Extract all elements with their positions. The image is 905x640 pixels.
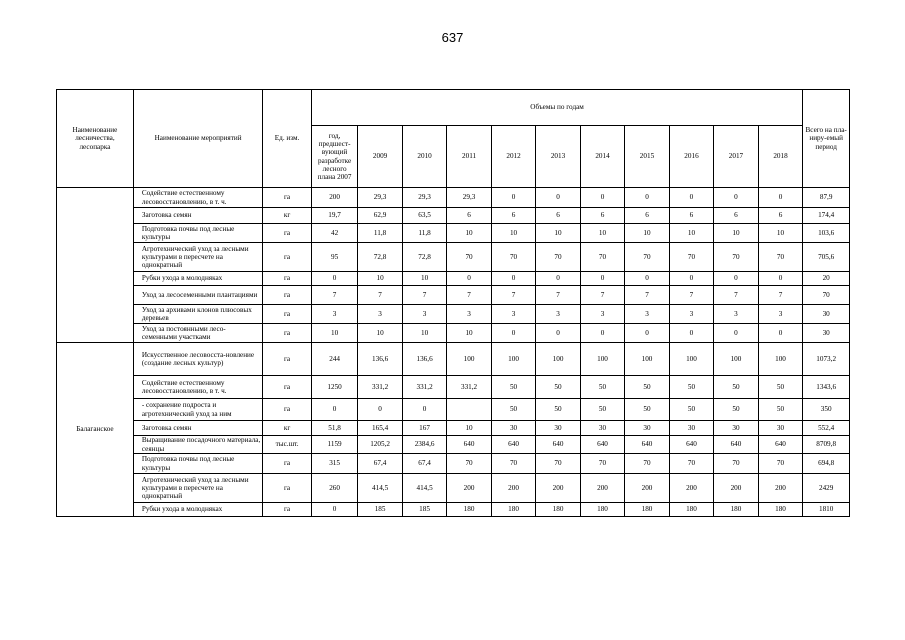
value-cell: 640 [669, 436, 713, 454]
value-cell: 331,2 [402, 376, 446, 399]
value-cell: 165,4 [358, 421, 402, 436]
value-cell: 200 [536, 474, 580, 503]
value-cell: 3 [536, 305, 580, 324]
unit-cell: га [263, 343, 312, 376]
value-cell: 6 [580, 208, 624, 224]
value-cell: 0 [625, 272, 669, 286]
activity-cell: Искусственное лесовосста-новление (создание лесных культур) [133, 343, 262, 376]
activity-header: Наименование мероприятий [133, 90, 262, 188]
unit-cell: кг [263, 208, 312, 224]
value-cell: 3 [625, 305, 669, 324]
value-cell: 200 [625, 474, 669, 503]
value-cell: 30 [669, 421, 713, 436]
table-row [57, 208, 850, 224]
table-row [57, 305, 850, 324]
value-cell: 50 [714, 376, 758, 399]
value-cell: 70 [491, 454, 535, 474]
value-cell: 70 [714, 243, 758, 272]
value-cell: 50 [580, 376, 624, 399]
value-cell: 0 [402, 399, 446, 421]
value-cell: 100 [536, 343, 580, 376]
value-cell: 19,7 [311, 208, 358, 224]
value-cell: 3 [580, 305, 624, 324]
unit-cell: тыс.шт. [263, 436, 312, 454]
value-cell: 29,3 [447, 188, 491, 208]
value-cell: 50 [669, 376, 713, 399]
value-cell: 3 [758, 305, 803, 324]
value-cell: 70 [491, 243, 535, 272]
value-cell: 30 [491, 421, 535, 436]
value-cell: 6 [625, 208, 669, 224]
value-cell: 50 [714, 399, 758, 421]
table-row [57, 399, 850, 421]
activity-cell: Подготовка почвы под лесные культуры [133, 224, 262, 243]
value-cell: 0 [758, 324, 803, 343]
value-cell: 29,3 [358, 188, 402, 208]
value-cell: 50 [758, 399, 803, 421]
activity-cell: Уход за лесосеменными плантациями [133, 286, 262, 305]
table-row [57, 243, 850, 272]
value-cell: 10 [358, 324, 402, 343]
forestry-cell: Балаганское [57, 343, 134, 517]
value-cell: 180 [714, 503, 758, 517]
volumes-header: Объемы по годам [311, 90, 802, 126]
total-header: Всего на пла-ниру-емый период [803, 90, 850, 188]
value-cell: 10 [311, 324, 358, 343]
activity-cell: Уход за постоянными лесо-семенными участками [133, 324, 262, 343]
year-header: 2015 [625, 126, 669, 188]
value-cell: 0 [758, 188, 803, 208]
value-cell: 0 [447, 272, 491, 286]
unit-cell: га [263, 272, 312, 286]
value-cell: 70 [625, 454, 669, 474]
value-cell: 180 [625, 503, 669, 517]
total-cell: 1073,2 [803, 343, 850, 376]
unit-cell: га [263, 399, 312, 421]
value-cell: 0 [536, 188, 580, 208]
value-cell: 10 [447, 224, 491, 243]
value-cell: 180 [491, 503, 535, 517]
value-cell: 3 [669, 305, 713, 324]
year-header: 2014 [580, 126, 624, 188]
value-cell [447, 399, 491, 421]
total-cell: 30 [803, 305, 850, 324]
value-cell: 180 [758, 503, 803, 517]
value-cell: 331,2 [447, 376, 491, 399]
value-cell: 3 [311, 305, 358, 324]
unit-cell: га [263, 224, 312, 243]
value-cell: 180 [536, 503, 580, 517]
value-cell: 62,9 [358, 208, 402, 224]
total-cell: 694,8 [803, 454, 850, 474]
activity-cell: Заготовка семян [133, 208, 262, 224]
table-row [57, 188, 850, 208]
value-cell: 70 [580, 454, 624, 474]
total-cell: 705,6 [803, 243, 850, 272]
activity-cell: Рубки ухода в молодняках [133, 503, 262, 517]
value-cell: 70 [447, 454, 491, 474]
header-row-top [57, 90, 850, 126]
value-cell: 7 [536, 286, 580, 305]
value-cell: 315 [311, 454, 358, 474]
total-cell: 552,4 [803, 421, 850, 436]
value-cell: 180 [447, 503, 491, 517]
value-cell: 0 [536, 272, 580, 286]
value-cell: 0 [491, 188, 535, 208]
value-cell: 7 [669, 286, 713, 305]
value-cell: 2384,6 [402, 436, 446, 454]
value-cell: 100 [491, 343, 535, 376]
value-cell: 185 [402, 503, 446, 517]
value-cell: 70 [714, 454, 758, 474]
value-cell: 70 [758, 454, 803, 474]
value-cell: 0 [491, 324, 535, 343]
table-row [57, 474, 850, 503]
year-header: 2010 [402, 126, 446, 188]
activity-cell: Содействие естественному лесовосстановлению, в т. ч. [133, 376, 262, 399]
year-header: 2013 [536, 126, 580, 188]
total-cell: 8709,8 [803, 436, 850, 454]
value-cell: 7 [311, 286, 358, 305]
value-cell: 50 [580, 399, 624, 421]
value-cell: 640 [758, 436, 803, 454]
value-cell: 50 [491, 399, 535, 421]
activity-cell: Рубки ухода в молодняках [133, 272, 262, 286]
total-cell: 20 [803, 272, 850, 286]
value-cell: 200 [447, 474, 491, 503]
value-cell: 7 [358, 286, 402, 305]
value-cell: 63,5 [402, 208, 446, 224]
unit-cell: га [263, 188, 312, 208]
page-number: 637 [441, 30, 464, 45]
year-header: 2011 [447, 126, 491, 188]
total-cell: 103,6 [803, 224, 850, 243]
value-cell: 640 [580, 436, 624, 454]
value-cell: 136,6 [402, 343, 446, 376]
value-cell: 70 [536, 243, 580, 272]
value-cell: 0 [358, 399, 402, 421]
value-cell: 260 [311, 474, 358, 503]
value-cell: 10 [402, 324, 446, 343]
value-cell: 30 [536, 421, 580, 436]
value-cell: 0 [625, 188, 669, 208]
value-cell: 10 [625, 224, 669, 243]
value-cell: 0 [758, 272, 803, 286]
value-cell: 11,8 [358, 224, 402, 243]
value-cell: 0 [714, 272, 758, 286]
unit-cell: га [263, 376, 312, 399]
activity-cell: Заготовка семян [133, 421, 262, 436]
total-cell: 87,9 [803, 188, 850, 208]
value-cell: 70 [669, 243, 713, 272]
table-header [57, 90, 850, 188]
value-cell: 0 [669, 188, 713, 208]
unit-cell: га [263, 243, 312, 272]
activity-cell: Подготовка почвы под лесные культуры [133, 454, 262, 474]
value-cell: 0 [580, 272, 624, 286]
year-header: 2009 [358, 126, 402, 188]
total-cell: 1343,6 [803, 376, 850, 399]
value-cell: 10 [447, 324, 491, 343]
unit-cell: кг [263, 421, 312, 436]
value-cell: 100 [669, 343, 713, 376]
value-cell: 3 [491, 305, 535, 324]
value-cell: 200 [758, 474, 803, 503]
total-cell: 350 [803, 399, 850, 421]
value-cell: 70 [580, 243, 624, 272]
year-header: 2012 [491, 126, 535, 188]
activity-cell: - сохранение подроста и агротехнический уход за ним [133, 399, 262, 421]
value-cell: 1159 [311, 436, 358, 454]
value-cell: 50 [758, 376, 803, 399]
value-cell: 11,8 [402, 224, 446, 243]
activity-cell: Уход за архивами клонов плюсовых деревьев [133, 305, 262, 324]
table-row [57, 324, 850, 343]
value-cell: 7 [491, 286, 535, 305]
unit-cell: га [263, 324, 312, 343]
value-cell: 414,5 [402, 474, 446, 503]
value-cell: 0 [311, 399, 358, 421]
total-cell: 174,4 [803, 208, 850, 224]
table-row [57, 343, 850, 376]
unit-header: Ед. изм. [263, 90, 312, 188]
value-cell: 200 [714, 474, 758, 503]
value-cell: 1250 [311, 376, 358, 399]
value-cell: 6 [714, 208, 758, 224]
value-cell: 200 [580, 474, 624, 503]
value-cell: 6 [669, 208, 713, 224]
value-cell: 10 [536, 224, 580, 243]
value-cell: 30 [625, 421, 669, 436]
value-cell: 1205,2 [358, 436, 402, 454]
value-cell: 7 [714, 286, 758, 305]
value-cell: 414,5 [358, 474, 402, 503]
total-cell: 30 [803, 324, 850, 343]
value-cell: 95 [311, 243, 358, 272]
value-cell: 67,4 [402, 454, 446, 474]
value-cell: 10 [447, 421, 491, 436]
table-row [57, 272, 850, 286]
value-cell: 50 [536, 399, 580, 421]
prev-year-header: год, предшест-вующий разработке лесного плана 2007 [311, 126, 358, 188]
value-cell: 6 [536, 208, 580, 224]
year-header: 2016 [669, 126, 713, 188]
value-cell: 3 [714, 305, 758, 324]
total-cell: 1810 [803, 503, 850, 517]
value-cell: 0 [311, 503, 358, 517]
value-cell: 50 [669, 399, 713, 421]
value-cell: 72,8 [358, 243, 402, 272]
value-cell: 331,2 [358, 376, 402, 399]
value-cell: 10 [669, 224, 713, 243]
unit-cell: га [263, 454, 312, 474]
value-cell: 100 [714, 343, 758, 376]
forestry-activities-table [56, 89, 850, 517]
value-cell: 0 [714, 188, 758, 208]
value-cell: 0 [669, 324, 713, 343]
value-cell: 10 [358, 272, 402, 286]
table-row [57, 224, 850, 243]
table-row [57, 503, 850, 517]
table-row [57, 454, 850, 474]
value-cell: 167 [402, 421, 446, 436]
value-cell: 0 [580, 324, 624, 343]
value-cell: 200 [669, 474, 713, 503]
value-cell: 0 [536, 324, 580, 343]
value-cell: 72,8 [402, 243, 446, 272]
forestry-header: Наименование лесничества, лесопарка [57, 90, 134, 188]
value-cell: 7 [625, 286, 669, 305]
value-cell: 180 [669, 503, 713, 517]
unit-cell: га [263, 474, 312, 503]
value-cell: 30 [758, 421, 803, 436]
value-cell: 50 [491, 376, 535, 399]
value-cell: 6 [758, 208, 803, 224]
value-cell: 200 [491, 474, 535, 503]
activity-cell: Содействие естественному лесовосстановлению, в т. ч. [133, 188, 262, 208]
value-cell: 7 [402, 286, 446, 305]
value-cell: 244 [311, 343, 358, 376]
value-cell: 50 [625, 376, 669, 399]
value-cell: 7 [758, 286, 803, 305]
value-cell: 3 [358, 305, 402, 324]
value-cell: 3 [402, 305, 446, 324]
value-cell: 640 [625, 436, 669, 454]
value-cell: 100 [447, 343, 491, 376]
value-cell: 640 [491, 436, 535, 454]
year-header: 2017 [714, 126, 758, 188]
value-cell: 67,4 [358, 454, 402, 474]
value-cell: 10 [580, 224, 624, 243]
value-cell: 7 [580, 286, 624, 305]
value-cell: 6 [491, 208, 535, 224]
value-cell: 50 [625, 399, 669, 421]
table-body [57, 188, 850, 517]
activity-cell: Выращивание посадочного материала, сеянцы [133, 436, 262, 454]
value-cell: 100 [625, 343, 669, 376]
table-row [57, 376, 850, 399]
forestry-cell [57, 188, 134, 343]
value-cell: 70 [625, 243, 669, 272]
total-cell: 70 [803, 286, 850, 305]
value-cell: 70 [536, 454, 580, 474]
value-cell: 0 [714, 324, 758, 343]
unit-cell: га [263, 286, 312, 305]
activity-cell: Агротехнический уход за лесными культурами в пересчете на однократный [133, 243, 262, 272]
value-cell: 10 [402, 272, 446, 286]
value-cell: 640 [447, 436, 491, 454]
table-row [57, 421, 850, 436]
value-cell: 640 [536, 436, 580, 454]
value-cell: 0 [625, 324, 669, 343]
value-cell: 7 [447, 286, 491, 305]
unit-cell: га [263, 305, 312, 324]
value-cell: 200 [311, 188, 358, 208]
value-cell: 3 [447, 305, 491, 324]
value-cell: 100 [758, 343, 803, 376]
value-cell: 136,6 [358, 343, 402, 376]
value-cell: 29,3 [402, 188, 446, 208]
value-cell: 0 [669, 272, 713, 286]
total-cell: 2429 [803, 474, 850, 503]
value-cell: 0 [311, 272, 358, 286]
value-cell: 51,8 [311, 421, 358, 436]
value-cell: 10 [758, 224, 803, 243]
value-cell: 50 [536, 376, 580, 399]
value-cell: 10 [714, 224, 758, 243]
value-cell: 10 [491, 224, 535, 243]
value-cell: 70 [447, 243, 491, 272]
value-cell: 180 [580, 503, 624, 517]
value-cell: 185 [358, 503, 402, 517]
value-cell: 42 [311, 224, 358, 243]
value-cell: 640 [714, 436, 758, 454]
table-row [57, 436, 850, 454]
value-cell: 0 [491, 272, 535, 286]
activity-cell: Агротехнический уход за лесными культурами в пересчете на однократный [133, 474, 262, 503]
value-cell: 70 [758, 243, 803, 272]
unit-cell: га [263, 503, 312, 517]
value-cell: 0 [580, 188, 624, 208]
year-header: 2018 [758, 126, 803, 188]
value-cell: 70 [669, 454, 713, 474]
value-cell: 30 [580, 421, 624, 436]
value-cell: 100 [580, 343, 624, 376]
value-cell: 30 [714, 421, 758, 436]
table-row [57, 286, 850, 305]
value-cell: 6 [447, 208, 491, 224]
